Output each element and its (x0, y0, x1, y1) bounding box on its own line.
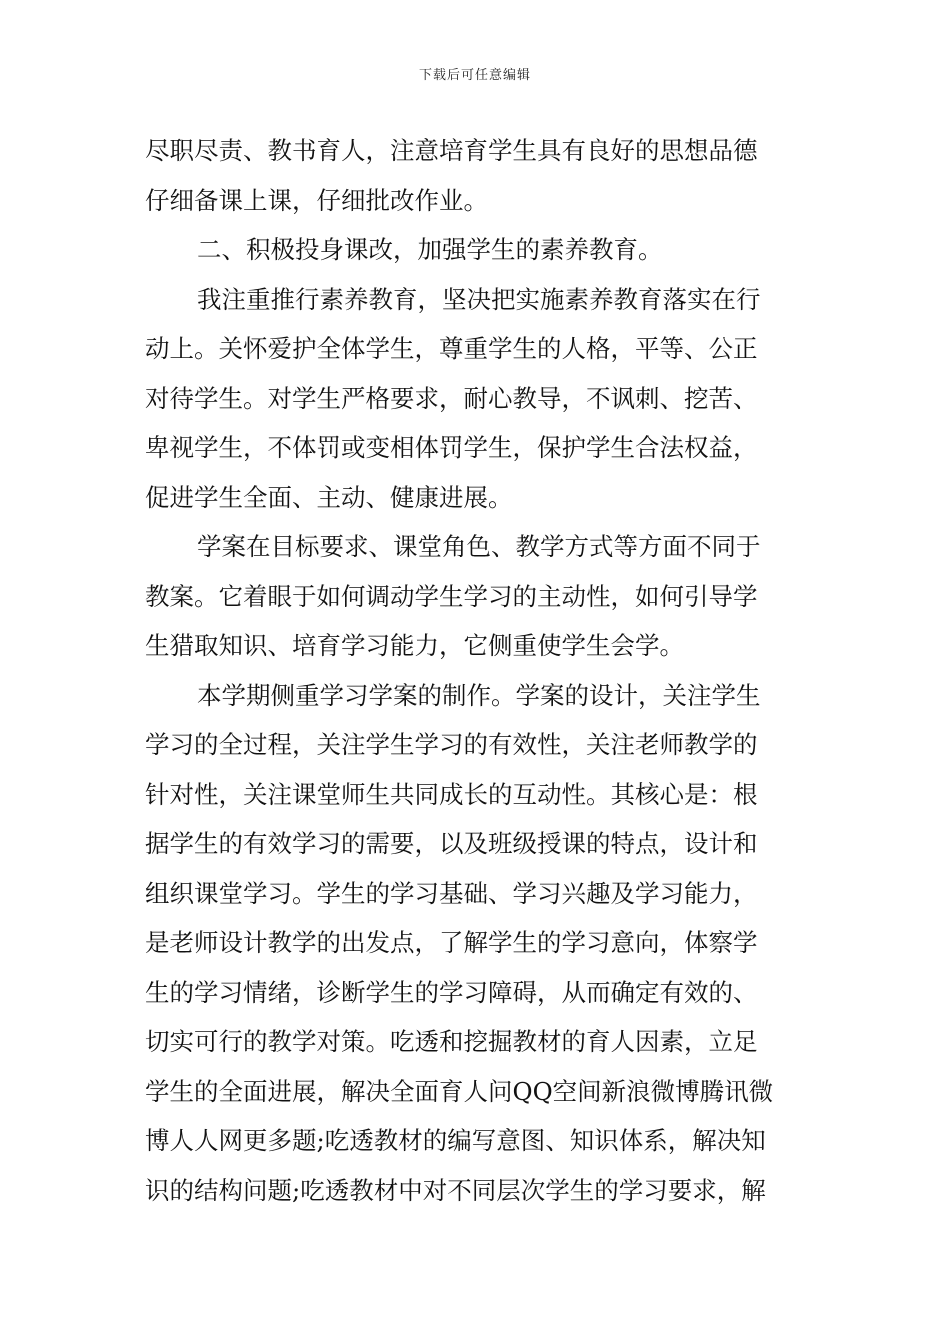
text-line: 学案在目标要求、课堂角色、教学方式等方面不同于 (197, 532, 761, 561)
text-line: 本学期侧重学习学案的制作。学案的设计，关注学生 (197, 680, 761, 710)
document-body (145, 126, 809, 1215)
text-line: 卑视学生，不体罚或变相体罚学生，保护学生合法权益， (145, 433, 758, 462)
text-line: 组织课堂学习。学生的学习基础、学习兴趣及学习能力， (145, 878, 758, 908)
text-line: 促进学生全面、主动、健康进展。 (145, 482, 513, 512)
text-line: 是老师设计教学的出发点，了解学生的学习意向，体察学 (145, 928, 758, 957)
text-line: 教案。它着眼于如何调动学生学习的主动性，如何引导学 (145, 581, 758, 611)
text-line: 我注重推行素养教育，坚决把实施素养教育落实在行 (197, 284, 761, 314)
text-line: 仔细备课上课，仔细批改作业。 (145, 185, 488, 215)
text-line: 据学生的有效学习的需要，以及班级授课的特点，设计和 (145, 829, 758, 858)
text-line: 对待学生。对学生严格要求，耐心教导，不讽刺、挖苦、 (145, 383, 758, 413)
text-line: 针对性，关注课堂师生共同成长的互动性。其核心是：根 (145, 779, 758, 809)
text-line: 动上。关怀爱护全体学生，尊重学生的人格，平等、公正 (145, 334, 758, 363)
text-line: 学习的全过程，关注学生学习的有效性，关注老师教学的 (145, 730, 758, 759)
text-line: 识的结构问题;吃透教材中对不同层次学生的学习要求，解 (145, 1175, 766, 1205)
text-line: 生猎取知识、培育学习能力，它侧重使学生会学。 (145, 631, 684, 660)
text-line: 生的学习情绪，诊断学生的学习障碍，从而确定有效的、 (145, 977, 758, 1007)
text-line: 二、积极投身课改，加强学生的素养教育。 (197, 235, 663, 264)
text-line: 尽职尽责、教书育人，注意培育学生具有良好的思想品德 (145, 136, 758, 165)
page-header: 下载后可任意编辑 (418, 68, 531, 83)
text-line: 博人人网更多题;吃透教材的编写意图、知识体系，解决知 (145, 1126, 766, 1155)
text-line: 切实可行的教学对策。吃透和挖掘教材的育人因素，立足 (145, 1027, 758, 1056)
text-line: 学生的全面进展，解决全面育人问QQ空间新浪微博腾讯微 (145, 1076, 774, 1106)
